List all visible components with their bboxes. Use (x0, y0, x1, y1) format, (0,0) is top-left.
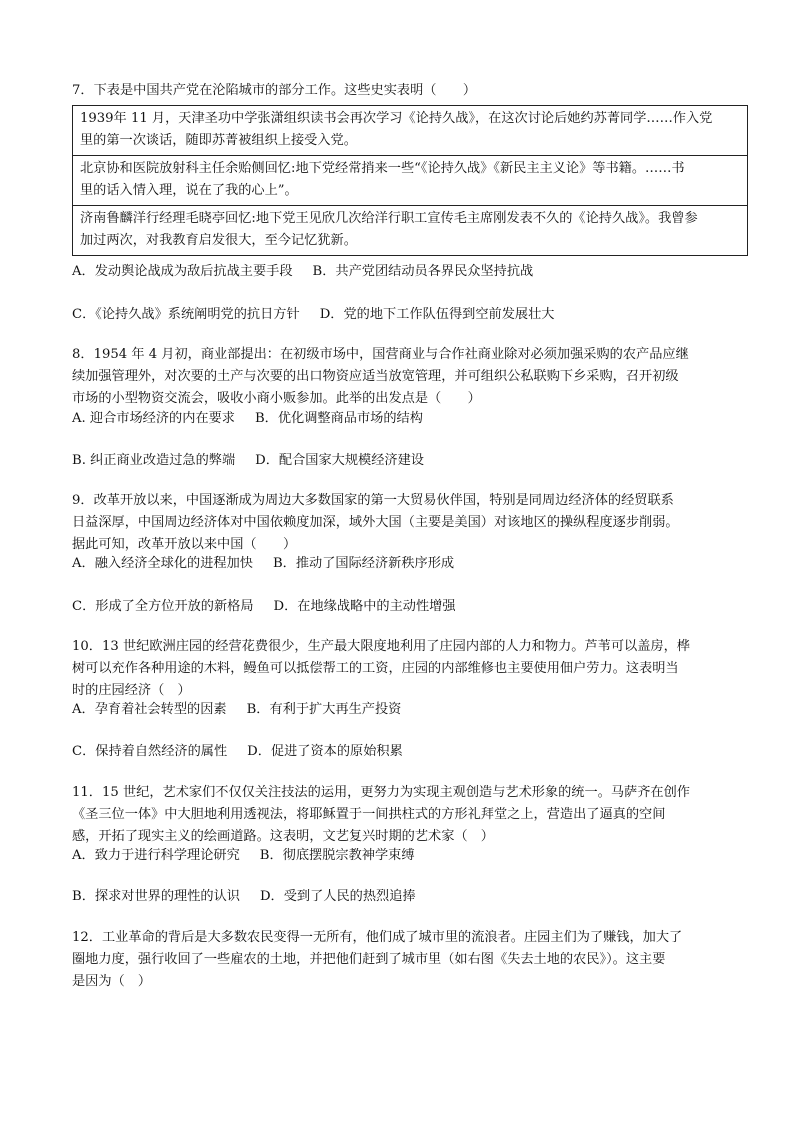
option-a: A．融入经济全球化的进程加快 (72, 556, 253, 571)
question-12 (72, 927, 752, 993)
question-7-stem: 7．下表是中国共产党在沦陷城市的部分工作。这些史实表明（ ） (72, 83, 477, 98)
option-a: A. 迎合市场经济的内在要求 (72, 411, 235, 426)
question-8-options-ab (72, 408, 423, 430)
option-b: B．优化调整商品市场的结构 (254, 411, 423, 426)
table-row (73, 106, 748, 156)
table-row (73, 156, 748, 206)
table-cell-line: 1939年 11 月，天津圣功中学张潇组织读书会再次学习《论持久战》，在这次讨论后她约苏菁同学……作入党 (80, 111, 713, 126)
question-8-options-cd (72, 450, 424, 472)
question-10-line: 时的庄园经济（ ） (72, 683, 191, 698)
option-d: D．促进了资本的原始积累 (247, 744, 403, 759)
option-d: D．受到了人民的热烈追捧 (259, 889, 416, 904)
option-a: A．发动舆论战成为敌后抗战主要手段 (72, 264, 293, 279)
question-9-options-cd (72, 596, 456, 618)
question-10-options-ab (72, 699, 401, 721)
table-cell-line: 济南鲁麟洋行经理毛晓亭回忆:地下党王见欣几次给洋行职工宣传毛主席刚发表不久的《论持久战》。我曾参 (80, 211, 698, 226)
question-8-line: 市场的小型物资交流会，吸收小商小贩参加。此举的出发点是（ ） (72, 391, 481, 406)
question-10-line: 树可以充作各种用途的木料，鳗鱼可以抵偿帮工的工资，庄园的内部维修也主要使用佃户劳力。这表明当 (72, 661, 679, 676)
question-11-line: 感，开拓了现实主义的绘画道路。这表明，文艺复兴时期的艺术家（ ） (72, 829, 494, 844)
question-11-line: 11．15 世纪，艺术家们不仅仅关注技法的运用，更努力为实现主观创造与艺术形象的统一。马萨齐在创作 (72, 785, 690, 800)
option-d: D．党的地下工作队伍得到空前发展壮大 (319, 307, 555, 322)
question-12-line: 12．工业革命的背后是大多数农民变得一无所有，他们成了城市里的流浪者。庄园主们为了赚钱，加大了 (72, 930, 683, 945)
question-7 (72, 80, 752, 102)
question-9 (72, 490, 752, 556)
question-9-line: 日益深厚，中国周边经济体对中国依赖度加深，域外大国（主要是美国）对该地区的操纵程度逐步削弱。 (72, 515, 679, 530)
table-cell (73, 156, 748, 206)
question-11-line: 《圣三位一体》中大胆地利用透视法，将耶稣置于一间拱柱式的方形礼拜堂之上，营造出了逼真的空间 (72, 807, 666, 822)
question-10-line: 10．13 世纪欧洲庄园的经营花费很少，生产最大限度地利用了庄园内部的人力和物力。芦苇可以盖房，桦 (72, 639, 690, 654)
question-7-options-ab (72, 261, 533, 283)
option-a: A．致力于进行科学理论研究 (72, 848, 240, 863)
option-b: B．推动了国际经济新秩序形成 (272, 556, 455, 571)
question-12-line: 是因为（ ） (72, 974, 152, 989)
option-a: A．孕育着社会转型的因素 (72, 702, 227, 717)
option-c: C．《论持久战》系统阐明党的抗日方针 (72, 307, 300, 322)
question-9-options-ab (72, 553, 454, 575)
option-d: D．配合国家大规模经济建设 (255, 453, 424, 468)
option-d: D．在地缘战略中的主动性增强 (273, 599, 456, 614)
question-7-options-cd (72, 304, 554, 326)
table-cell-line: 加过两次，对我教育启发很大，至今记忆犹新。 (80, 233, 357, 248)
option-b: B．有利于扩大再生产投资 (246, 702, 402, 717)
table-cell (73, 206, 748, 256)
table-cell-line: 里的话入情入理，说在了我的心上”。 (80, 183, 298, 198)
option-c: B．探求对世界的理性的认识 (72, 889, 240, 904)
question-8-line: 续加强管理外，对次要的土产与次要的出口物资应适当放宽管理，并可组织公私联购下乡采购，召开初级 (72, 369, 679, 384)
table-cell-line: 里的第一次谈话，随即苏菁被组织上接受入党。 (80, 133, 357, 148)
question-8 (72, 344, 752, 410)
option-c: C．保持着自然经济的属性 (72, 744, 228, 759)
table-cell-line: 北京协和医院放射科主任余贻侧回忆:地下党经常捎来一些“《论持久战》《新民主主义论》等书籍。……书 (80, 161, 685, 176)
option-b: B．共产党团结动员各界民众坚持抗战 (312, 264, 534, 279)
question-10-options-cd (72, 741, 403, 763)
question-10 (72, 636, 752, 702)
table-row (73, 206, 748, 256)
question-12-line: 圈地力度，强行收回了一些雇农的土地，并把他们赶到了城市里（如右图《失去土地的农民》）。这主要 (72, 952, 666, 967)
option-b: B．彻底摆脱宗教神学束缚 (259, 848, 415, 863)
option-c: B. 纠正商业改造过急的弊端 (72, 453, 236, 468)
question-9-line: 据此可知，改革开放以来中国（ ） (72, 537, 297, 552)
question-11 (72, 782, 752, 848)
question-7-table (72, 105, 748, 256)
table-cell (73, 106, 748, 156)
option-c: C．形成了全方位开放的新格局 (72, 599, 254, 614)
question-9-line: 9．改革开放以来，中国逐渐成为周边大多数国家的第一大贸易伙伴国，特别是同周边经济体的经贸联系 (72, 493, 674, 508)
question-11-options-ab (72, 845, 415, 867)
question-8-line: 8．1954 年 4 月初，商业部提出：在初级市场中，国营商业与合作社商业除对必须加强采购的农产品应继 (72, 347, 689, 362)
question-11-options-cd (72, 886, 416, 908)
